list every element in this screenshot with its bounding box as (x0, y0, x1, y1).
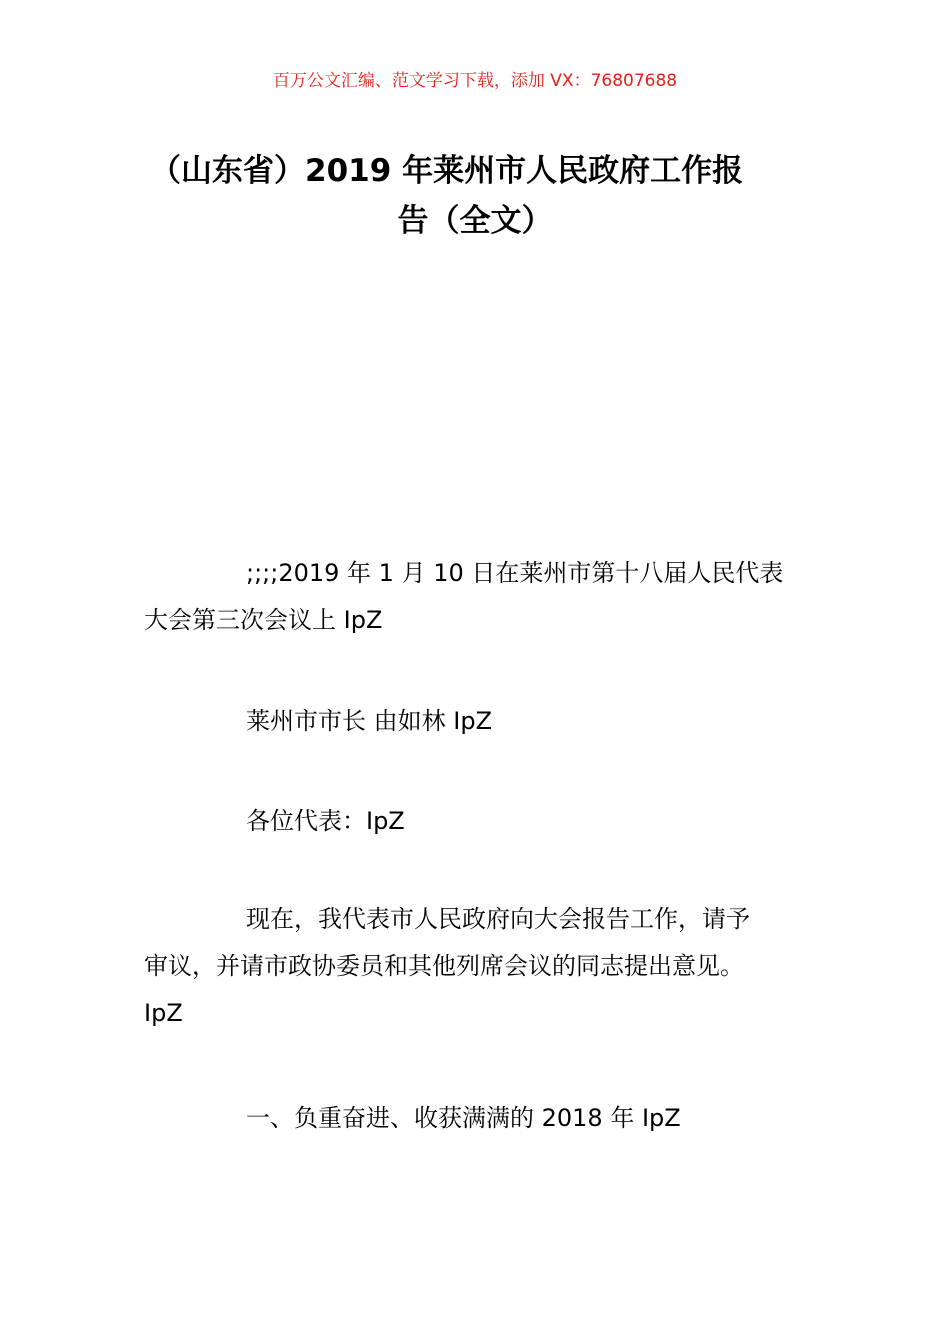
paragraph-line: 大会第三次会议上 IpZ (144, 606, 383, 634)
paragraph-line: 各位代表：IpZ (246, 807, 405, 835)
header-watermark-note: 百万公文汇编、范文学习下载，添加 VX：76807688 (272, 71, 678, 91)
paragraph-line: 审议，并请市政协委员和其他列席会议的同志提出意见。 (144, 952, 744, 980)
paragraph-salutation (144, 798, 816, 845)
document-title (150, 146, 810, 246)
paragraph-date-venue (144, 550, 816, 644)
paragraph-line: 莱州市市长 由如林 IpZ (246, 707, 493, 735)
paragraph-line: ;;;;2019 年 1 月 10 日在莱州市第十八届人民代表 (246, 559, 784, 587)
paragraph-line: IpZ (144, 999, 183, 1027)
title-line-1: （山东省）2019 年莱州市人民政府工作报 (150, 153, 744, 189)
title-line-2: 告（全文） (397, 203, 553, 239)
section-heading-1 (144, 1095, 816, 1142)
paragraph-line: 现在，我代表市人民政府向大会报告工作，请予 (246, 905, 750, 933)
paragraph-opening (144, 896, 816, 1037)
paragraph-speaker (144, 698, 816, 745)
paragraph-line: 一、负重奋进、收获满满的 2018 年 IpZ (246, 1104, 681, 1132)
